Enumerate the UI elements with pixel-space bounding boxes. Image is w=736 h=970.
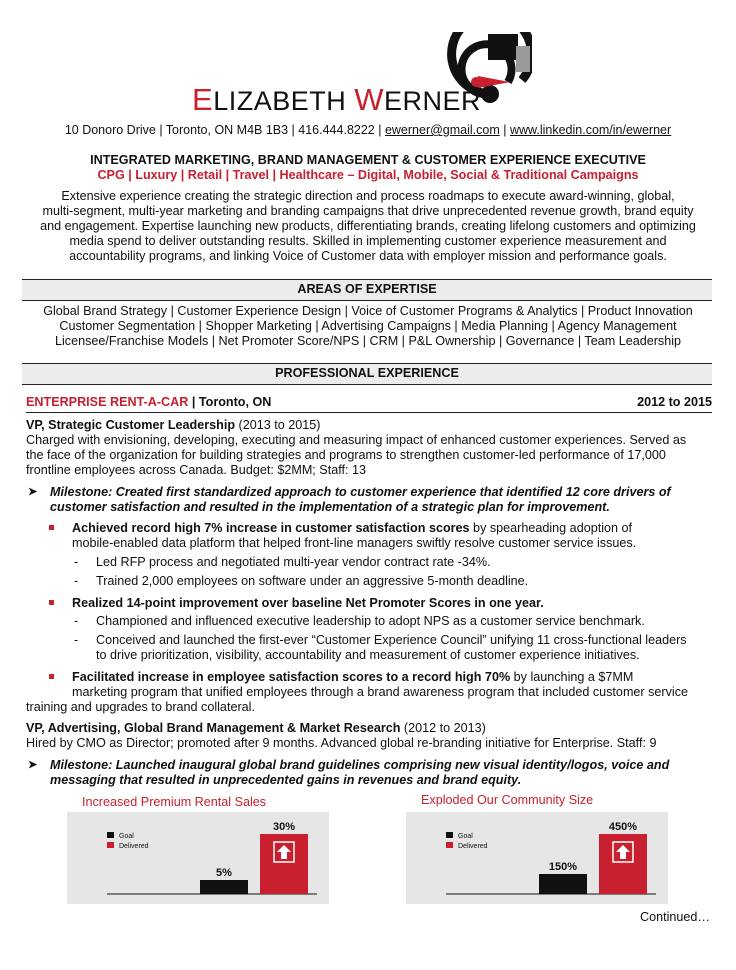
legend-swatch — [107, 842, 114, 848]
chart-data-label: 450% — [608, 821, 638, 833]
role-desc-line: frontline employees across Canada. Budget: $2MM; Staff: 13 — [26, 463, 366, 477]
chart-title-community: Exploded Our Community Size — [421, 793, 594, 807]
contact-separator: | — [499, 123, 510, 137]
contact-line — [0, 123, 736, 137]
achievement-line: mobile-enabled data platform that helped front-line managers swiftly resolve customer service issues. — [72, 536, 637, 550]
legend-label: Goal — [458, 833, 473, 840]
legend-swatch — [446, 832, 453, 838]
legend-label: Delivered — [458, 843, 488, 850]
sub-point: Championed and influenced executive leadership to adopt NPS as a customer service benchmark. — [96, 614, 645, 628]
sub-point: to drive prioritization, visibility, accountability and measurement of customer experience initiatives. — [96, 648, 640, 662]
chart-bar-goal — [200, 880, 248, 894]
expertise-line: Global Brand Strategy | Customer Experience Design | Voice of Customer Programs & Analytics | Product Innovation — [43, 304, 693, 318]
job-dates: 2012 to 2015 — [637, 395, 712, 409]
summary-line: multi-segment, multi-year marketing and branding campaigns that drive unprecedented revenue growth, brand equity — [42, 204, 694, 218]
first-initial: E — [192, 82, 214, 117]
role-desc-line: Charged with envisioning, developing, executing and measuring impact of enhanced customer experiences. Served as — [26, 433, 687, 447]
role-desc-line: the face of the organization for building strategies and programs to strengthen customer-led performance of 17,000 — [26, 448, 666, 462]
legend-swatch — [446, 842, 453, 848]
chart-community-size — [406, 812, 668, 904]
continued-note: Continued… — [639, 910, 710, 924]
industries: CPG | Luxury | Retail | Travel | Healthcare – Digital, Mobile, Social & Traditional Campaigns — [97, 168, 639, 182]
chart-bar-delivered — [599, 834, 647, 894]
address-phone: 10 Donoro Drive | Toronto, ON M4B 1B3 | 416.444.8222 | — [64, 123, 385, 137]
experience-heading: PROFESSIONAL EXPERIENCE — [22, 363, 712, 385]
role-title — [26, 721, 486, 736]
chart-data-label: 30% — [272, 821, 296, 833]
achievement-line — [72, 670, 633, 685]
last-initial: W — [354, 82, 384, 117]
dash-bullet: - — [74, 555, 79, 569]
summary-line: media spend to deliver outstanding results. Skilled in implementing customer experience measurement and — [69, 234, 667, 248]
summary-line: and engagement. Expertise launching new products, differentiating brands, creating lifelong customers and optimizing — [40, 219, 696, 233]
sub-point: Trained 2,000 employees on software under an aggressive 5-month deadline. — [96, 574, 529, 588]
role-years: (2012 to 2013) — [400, 721, 486, 735]
expertise-list — [0, 304, 736, 349]
achievement-line: training and upgrades to brand collateral. — [26, 700, 255, 714]
chart-data-label: 150% — [548, 861, 578, 873]
dash-bullet: - — [74, 633, 79, 647]
role-title — [26, 418, 320, 433]
first-name-rest: LIZABETH — [213, 86, 347, 116]
summary-line: accountability programs, and linking Voice of Customer data with employer mission and performance goals. — [69, 249, 667, 263]
achievement-line: Realized 14-point improvement over baseline Net Promoter Scores in one year. — [72, 596, 544, 610]
achievement-line — [72, 521, 632, 536]
headline: INTEGRATED MARKETING, BRAND MANAGEMENT & CUSTOMER EXPERIENCE EXECUTIVE — [90, 153, 646, 167]
square-bullet-icon — [49, 674, 54, 679]
achievement-highlight: Facilitated increase in employee satisfaction scores to a record high 70% — [72, 670, 511, 684]
achievement-text: by spearheading adoption of — [469, 521, 633, 535]
milestone-line: Milestone: Launched inaugural global brand guidelines comprising new visual identity/logos, voice and — [50, 758, 670, 772]
expertise-line: Licensee/Franchise Models | Net Promoter Score/NPS | CRM | P&L Ownership | Governance | Team Leadership — [54, 334, 682, 348]
legend-label: Delivered — [119, 843, 149, 850]
achievement-text: by launching a $7MM — [510, 670, 634, 684]
dash-bullet: - — [74, 574, 79, 588]
achievement-highlight: Achieved record high 7% increase in customer satisfaction scores — [72, 521, 470, 535]
arrow-bullet-icon: ➤ — [28, 486, 38, 498]
milestone-line: customer satisfaction and resulted in the implementation of a strategic plan for improvement. — [50, 500, 610, 514]
linkedin-link[interactable]: www.linkedin.com/in/ewerner — [509, 123, 672, 137]
achievement-line: marketing program that unified employees through a brand awareness program that included customer service — [72, 685, 689, 699]
company-name: ENTERPRISE RENT-A-CAR — [26, 395, 189, 409]
dash-bullet: - — [74, 614, 79, 628]
milestone-line: messaging that resulted in unprecedented gains in revenues and brand equity. — [50, 773, 522, 787]
role-name: VP, Advertising, Global Brand Management & Market Research — [26, 721, 401, 735]
sub-point: Led RFP process and negotiated multi-year vendor contract rate -34%. — [96, 555, 491, 569]
chart-bar-goal — [539, 874, 587, 894]
job-header — [26, 395, 712, 413]
summary — [26, 189, 710, 264]
role-name: VP, Strategic Customer Leadership — [26, 418, 236, 432]
summary-line: Extensive experience creating the strategic direction and process roadmaps to execute award-winning, global, — [61, 189, 675, 203]
milestone-line: Milestone: Created first standardized approach to customer experience that identified 12 core drivers of — [50, 485, 671, 499]
legend-label: Goal — [119, 833, 134, 840]
legend-swatch — [107, 832, 114, 838]
role-years: (2013 to 2015) — [235, 418, 321, 432]
square-bullet-icon — [49, 600, 54, 605]
chart-data-label: 5% — [216, 867, 232, 879]
arrow-bullet-icon: ➤ — [28, 759, 38, 771]
chart-title-rental: Increased Premium Rental Sales — [82, 795, 267, 809]
square-bullet-icon — [49, 525, 54, 530]
role-desc-line: Hired by CMO as Director; promoted after 9 months. Advanced global re-branding initiative for Enterprise. Staff: 9 — [26, 736, 657, 750]
last-name-rest: ERNER — [384, 86, 482, 116]
candidate-name — [192, 82, 481, 118]
expertise-heading: AREAS OF EXPERTISE — [22, 279, 712, 301]
expertise-line: Customer Segmentation | Shopper Marketing | Advertising Campaigns | Media Planning | Agency Management — [59, 319, 677, 333]
company-location: | Toronto, ON — [188, 395, 272, 409]
sub-point: Conceived and launched the first-ever “Customer Experience Council” unifying 11 cross-functional leaders — [96, 633, 687, 647]
chart-bar-delivered — [260, 834, 308, 894]
chart-rental-sales — [67, 812, 329, 904]
email-link[interactable]: ewerner@gmail.com — [384, 123, 500, 137]
